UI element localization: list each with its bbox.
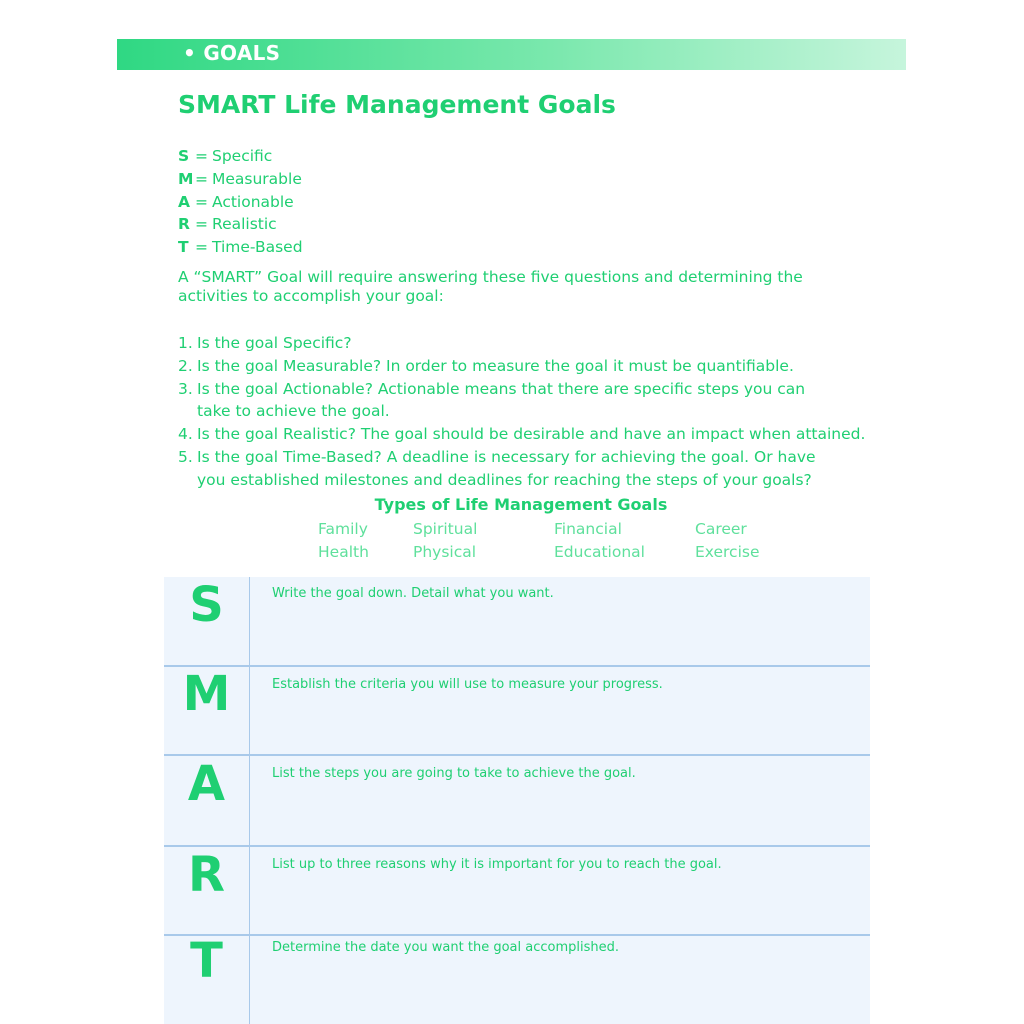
goal-type: Health bbox=[318, 543, 369, 561]
equals-sign: = bbox=[195, 215, 208, 234]
row-divider bbox=[164, 665, 870, 667]
section-header-bar bbox=[117, 39, 906, 70]
acronym-letter: R bbox=[178, 215, 190, 234]
acronym-row bbox=[178, 145, 303, 168]
smart-prompt-t: Determine the date you want the goal accomplished. bbox=[272, 940, 619, 955]
goal-type: Financial bbox=[554, 520, 622, 538]
smart-prompt-r: List up to three reasons why it is important for you to reach the goal. bbox=[272, 857, 722, 872]
question-number: 2. bbox=[178, 356, 193, 375]
goal-types-heading: Types of Life Management Goals bbox=[374, 495, 668, 514]
equals-sign: = bbox=[195, 169, 208, 188]
smart-letter-s: S bbox=[189, 577, 224, 633]
question-number: 3. bbox=[178, 379, 193, 398]
equals-sign: = bbox=[195, 147, 208, 165]
questions-list bbox=[178, 332, 868, 492]
acronym-meaning: Specific bbox=[212, 147, 273, 165]
smart-letter-m: M bbox=[182, 666, 231, 722]
acronym-meaning: Actionable bbox=[212, 192, 294, 211]
acronym-row bbox=[178, 236, 303, 259]
acronym-row bbox=[178, 191, 303, 214]
smart-prompt-a: List the steps you are going to take to achieve the goal. bbox=[272, 766, 636, 781]
question-text: Is the goal Specific? bbox=[197, 334, 352, 352]
section-label: • GOALS bbox=[183, 41, 281, 65]
goal-type: Exercise bbox=[695, 543, 760, 561]
page-title: SMART Life Management Goals bbox=[178, 90, 616, 119]
column-divider bbox=[249, 577, 250, 1024]
question-item bbox=[178, 378, 837, 424]
smart-prompt-s: Write the goal down. Detail what you want. bbox=[272, 586, 554, 601]
question-text: Is the goal Time-Based? A deadline is necessary for achieving the goal. Or have you established milestones and deadlines for reaching the steps of your goals? bbox=[197, 447, 816, 489]
acronym-row bbox=[178, 168, 303, 191]
question-text: Is the goal Measurable? In order to measure the goal it must be quantifiable. bbox=[197, 356, 794, 375]
smart-letter-a: A bbox=[187, 756, 226, 812]
row-divider bbox=[164, 754, 870, 756]
goal-type: Spiritual bbox=[413, 520, 478, 538]
acronym-meaning: Realistic bbox=[212, 215, 277, 234]
intro-paragraph: A “SMART” Goal will require answering these five questions and determining the activities to accomplish your goal: bbox=[178, 268, 803, 305]
question-item bbox=[178, 446, 847, 492]
goal-type: Family bbox=[318, 520, 368, 538]
question-number: 1. bbox=[178, 334, 193, 352]
smart-letter-t: T bbox=[190, 933, 223, 989]
smart-worksheet-table bbox=[164, 577, 870, 1024]
equals-sign: = bbox=[195, 192, 208, 211]
question-item bbox=[178, 355, 868, 378]
acronym-meaning: Measurable bbox=[212, 169, 302, 188]
goal-type: Educational bbox=[554, 543, 645, 561]
question-number: 5. bbox=[178, 447, 193, 466]
acronym-letter: S bbox=[178, 147, 190, 165]
row-divider bbox=[164, 845, 870, 847]
acronym-meaning: Time-Based bbox=[212, 238, 303, 257]
goal-type: Career bbox=[695, 520, 747, 538]
question-number: 4. bbox=[178, 425, 193, 444]
acronym-row bbox=[178, 213, 303, 236]
acronym-list bbox=[178, 145, 303, 259]
acronym-letter: A bbox=[178, 192, 190, 211]
equals-sign: = bbox=[195, 238, 208, 257]
question-text: Is the goal Realistic? The goal should be desirable and have an impact when attained. bbox=[197, 425, 866, 444]
acronym-letter: T bbox=[178, 238, 189, 257]
smart-letter-r: R bbox=[188, 847, 225, 903]
acronym-letter: M bbox=[178, 169, 194, 188]
row-divider bbox=[164, 934, 870, 936]
question-text: Is the goal Actionable? Actionable means that there are specific steps you can take to achieve the goal. bbox=[197, 379, 806, 421]
question-item bbox=[178, 423, 868, 446]
question-item bbox=[178, 332, 868, 355]
goal-type: Physical bbox=[413, 543, 477, 561]
smart-prompt-m: Establish the criteria you will use to measure your progress. bbox=[272, 677, 663, 692]
